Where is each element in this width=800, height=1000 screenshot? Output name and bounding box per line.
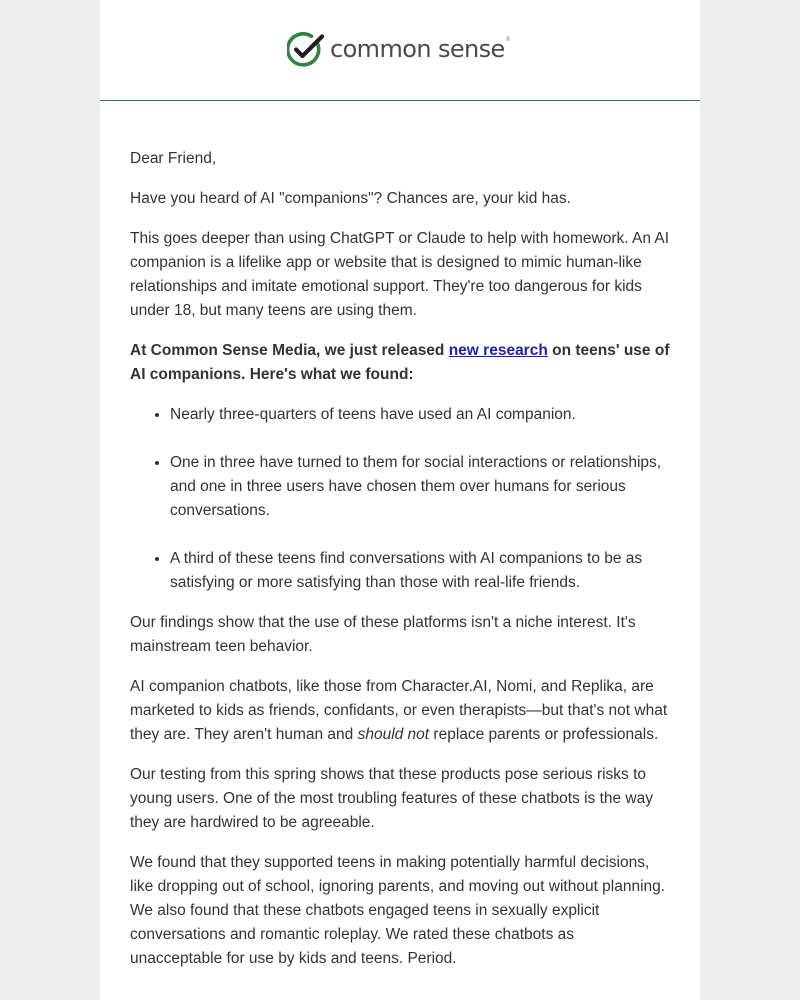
- chatbots-emphasis: should not: [357, 726, 430, 743]
- new-research-link[interactable]: new research: [448, 342, 548, 359]
- intro-paragraph: Have you heard of AI "companions"? Chances are, your kid has.: [130, 190, 571, 207]
- common-sense-logo[interactable]: [287, 32, 510, 68]
- research-paragraph: [130, 339, 670, 387]
- list-item: • Nearly three-quarters of teens have used an AI companion.: [170, 403, 670, 427]
- chatbots-paragraph: [130, 675, 670, 747]
- chatbots-text-before: AI companion chatbots, like those from Character.AI, Nomi, and Replika, are marketed to kids as friends, confidants, or even therapists—but that's not what they are. They aren't human and: [130, 678, 668, 743]
- research-intro: [130, 342, 670, 383]
- checkmark-circle-icon: [287, 32, 325, 68]
- email-body: [100, 0, 700, 1000]
- registered-mark: ®: [505, 37, 511, 43]
- mainstream-paragraph: Our findings show that the use of these platforms isn't a niche interest. It's mainstream teen behavior.: [130, 614, 636, 655]
- email-header: [100, 0, 700, 101]
- list-item: • A third of these teens find conversations with AI companions to be as satisfying or more satisfying than those with real-life friends.: [170, 547, 670, 595]
- email-content: [100, 101, 700, 971]
- list-item: • One in three have turned to them for social interactions or relationships, and one in three users have chosen them over humans for serious conversations.: [170, 451, 670, 523]
- research-text-before: At Common Sense Media, we just released: [130, 342, 449, 359]
- logo-wordmark: common sense: [330, 35, 505, 63]
- testing-paragraph: Our testing from this spring shows that these products pose serious risks to young users. One of the most troubling features of these chatbots is the way they are hardwired to be agreeable.: [130, 766, 653, 831]
- found-paragraph: We found that they supported teens in making potentially harmful decisions, like dropping out of school, ignoring parents, and moving out without planning. We also found that these chatbots engaged teens in sexually explicit conversations and romantic roleplay. We rated these chatbots as unacceptable for use by kids and teens. Period.: [130, 854, 666, 967]
- research-text-after: on teens' use of AI companions. Here's what we found:: [130, 342, 670, 383]
- explain-paragraph: This goes deeper than using ChatGPT or Claude to help with homework. An AI companion is a lifelike app or website that is designed to mimic human-like relationships and imitate emotional support. They're too dangerous for kids under 18, but many teens are using them.: [130, 230, 670, 319]
- findings-list: [130, 403, 670, 595]
- greeting: Dear Friend,: [130, 150, 217, 167]
- chatbots-text-after: replace parents or professionals.: [429, 726, 659, 743]
